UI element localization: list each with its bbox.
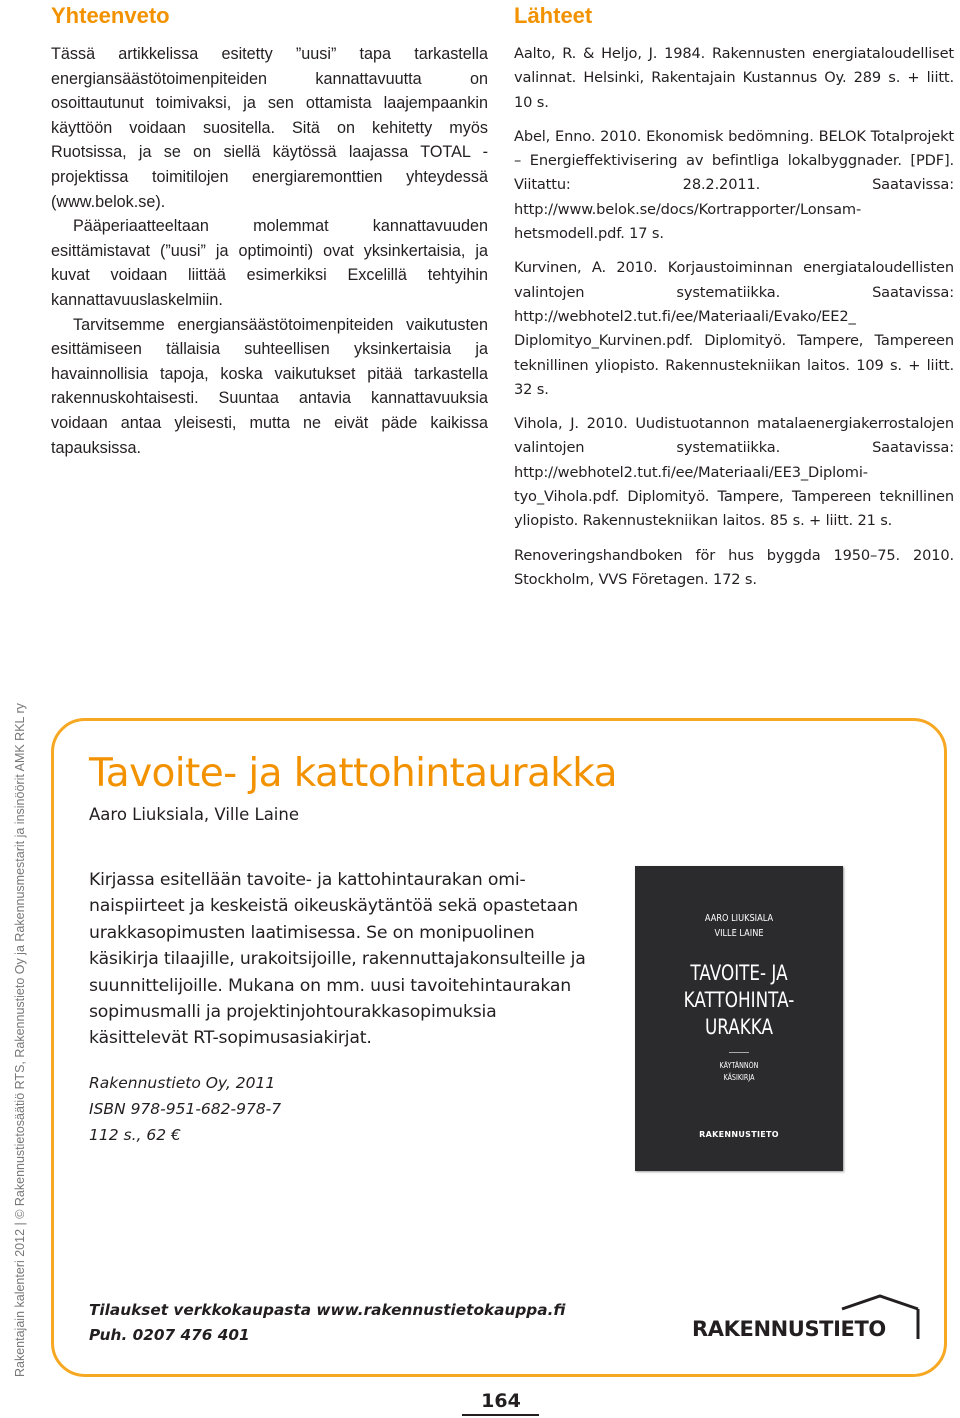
book-cover-subtitle [651,1060,828,1084]
advert-isbn: ISBN 978-951-682-978-7 [89,1100,282,1118]
advert-phone: Puh. 0207 476 401 [89,1326,250,1344]
reference-item: Kurvinen, A. 2010. Korjaustoiminnan energiataloudellisten valintojen systematiikka. Saatavissa: http://webhotel2.tut.fi/ee/Materiaali/Evako/EE2_ Diplomityo_Kurvinen.pdf. Diplomityö. Tampere, Tampereen teknillinen yliopisto. Rakennustekniikan laitos. 109 s. + liitt. 32 s. [514,259,954,398]
advert-publisher-line: Rakennustieto Oy, 2011 [89,1074,276,1092]
reference-item: Renoveringshandboken för hus byggda 1950–75. 2010. Stockholm, VVS Företagen. 172 s. [514,546,954,588]
advert-order-link[interactable]: Tilaukset verkkokaupasta www.rakennustietokauppa.fi [89,1301,566,1319]
summary-paragraph: Tässä artikkelissa esitetty ”uusi” tapa tarkastella energiansäästötoimenpiteiden kannattavuutta on osoittautunut toimivaksi, ja sen ottamista laajempaankin käyttöön voidaan suositella. Sitä on kehitetty myös Ruotsissa, ja se on siellä käytössä laajassa TOTAL -projektissa toimitilojen energiaremonttien yhteydessä (www.belok.se). [51,45,488,211]
page-number-rule [462,1414,539,1416]
book-cover-title-line: TAVOITE- JA [690,961,788,985]
advert-order-info [89,1298,565,1348]
summary-section [51,0,488,460]
advert-title: Tavoite- ja kattohintaurakka [89,751,617,796]
references-section [514,0,954,592]
summary-paragraph: Tarvitsemme energiansäästötoimenpiteiden vaikutusten esittämiseen tällaisia suhteellisen yksinkertaisia ja havainnollisia tapoja, koska vaikutukset pitää tarkastella rakennuskohtaisesti. Suuntaa antavia kannattavuuksia voidaan antaa yleisesti, mutta ne eivät päde kaikissa tapauksissa. [51,315,488,457]
summary-paragraph: Pääperiaatteeltaan molemmat kannattavuuden esittämistavat (”uusi” ja optimointi) ovat yksinkertaisia, ja kuvat voidaan liittää esimerkiksi Excelillä tehtyihin kannattavuuslaskelmiin. [51,217,488,309]
side-copyright-strip [0,0,26,1418]
logo-text: RAKENNUSTIETO [692,1317,886,1341]
references-list [514,42,954,592]
side-copyright-text: Rakentajain kalenteri 2012 | © Rakennustietosäätiö RTS, Rakennustieto Oy ja Rakennusmestarit ja insinöörit AMK RKL ry [13,703,27,1377]
book-cover-author: VILLE LAINE [714,928,764,939]
summary-heading: Yhteenveto [51,3,170,28]
advert-price: 112 s., 62 € [89,1126,181,1144]
advert-publication-info [89,1070,281,1148]
book-cover-title-line: URAKKA [704,1015,773,1039]
references-heading: Lähteet [514,3,593,28]
book-cover-authors [654,911,825,941]
book-cover-title [656,960,822,1041]
reference-item: Vihola, J. 2010. Uudistuotannon matalaenergiakerrostalojen valintojen systematiikka. Saatavissa: http://webhotel2.tut.fi/ee/Materiaali/EE3_Diplomityo_Vihola.pdf. Diplomityö. Tampere, Tampereen teknillinen yliopisto. Rakennustekniikan laitos. 85 s. + liitt. 21 s. [514,415,954,530]
book-cover-divider [729,1052,749,1053]
book-cover-subtitle-line: KÄSIKIRJA [723,1073,755,1082]
book-cover-subtitle-line: KÄYTÄNNÖN [719,1061,759,1070]
advert-description: Kirjassa esitellään tavoite- ja kattohintaurakan ominaispiirteet ja keskeistä oikeuskäytäntöä sekä opastetaan urakkasopimusten laatimisessa. Se on monipuolinen käsikirja tilaajille, urakoitsijoille, rakennuttajakonsulteille ja suunnittelijoille. Mukana on mm. uusi tavoitehintaurakan sopimusmalli ja projektinjohtourakkasopimuksia käsittelevät RT-sopimusasiakirjat. [89,870,586,1049]
reference-item: Abel, Enno. 2010. Ekonomisk bedömning. BELOK Totalprojekt – Energieffektivisering av befintliga lokalbyggnader. [PDF]. Viitattu: 28.2.2011. Saatavissa: http://www.belok.se/docs/Kortrapporter/Lonsamhetsmodell.pdf. 17 s. [514,127,954,243]
advert-authors: Aaro Liuksiala, Ville Laine [89,805,299,824]
book-advert [51,718,947,1377]
book-cover-image [635,866,843,1171]
reference-item: Aalto, R. & Heljo, J. 1984. Rakennusten energiataloudelliset valinnat. Helsinki, Rakentajain Kustannus Oy. 289 s. + liitt. 10 s. [514,45,954,111]
book-cover-author: AARO LIUKSIALA [704,913,774,924]
rakennustieto-logo [690,1293,925,1353]
book-cover-publisher: RAKENNUSTIETO [699,1130,779,1139]
book-cover-title-line: KATTOHINTA- [683,988,795,1012]
page-number: 164 [481,1390,521,1412]
